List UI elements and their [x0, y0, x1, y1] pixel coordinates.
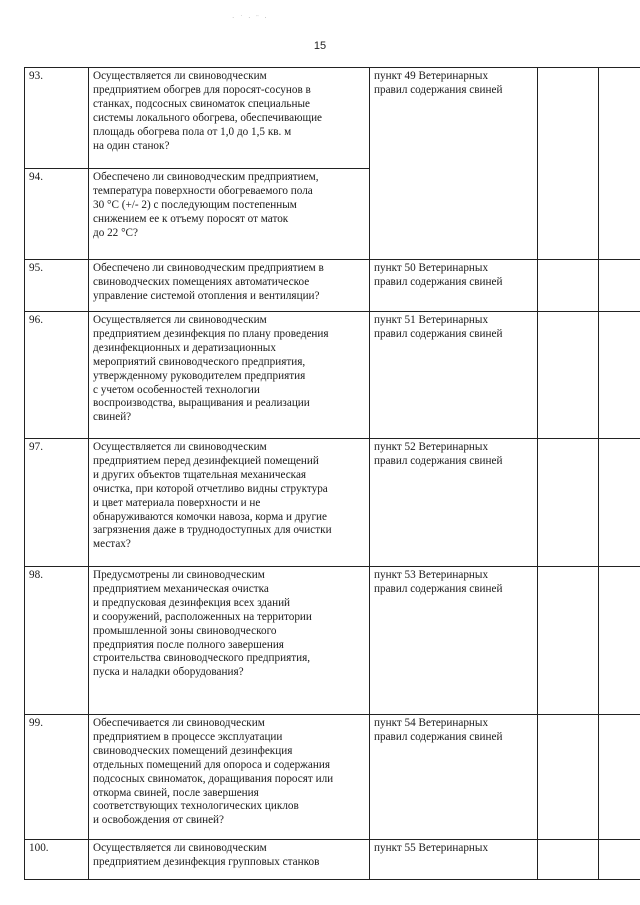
reference-text: пункт 55 Ветеринарных: [374, 842, 489, 854]
note-cell: [599, 312, 640, 439]
question-cell: [89, 840, 370, 880]
answer-cell: [538, 715, 599, 840]
reference-text: пункт 50 Ветеринарных правил содержания свиней: [374, 262, 503, 288]
note-cell: [599, 567, 640, 715]
reference-text: пункт 54 Ветеринарных правил содержания свиней: [374, 717, 503, 743]
reference-cell: [370, 260, 538, 312]
answer-cell: [538, 840, 599, 880]
reference-cell: [370, 840, 538, 880]
page-number: 15: [313, 40, 327, 52]
question-text: Осуществляется ли свиноводческим предприятием дезинфекция по плану проведения дезинфекционных и дератизационных мероприятий свиноводческого предприятия, утвержденному руководителем предприятия с учетом особенностей технологии воспроизводства, выращивания и реализации свиней?: [93, 314, 329, 424]
reference-text: пункт 53 Ветеринарных правил содержания свиней: [374, 569, 503, 595]
table-row: [25, 567, 640, 715]
reference-cell: [370, 439, 538, 567]
table-row: [25, 439, 640, 567]
row-number: 100.: [25, 840, 89, 880]
row-number: 93.: [25, 68, 89, 169]
reference-text: пункт 51 Ветеринарных правил содержания свиней: [374, 314, 503, 340]
question-text: Осуществляется ли свиноводческим предприятием перед дезинфекцией помещений и других объектов тщательная механическая очистка, при которой отчетливо видны структура и цвет материала поверхности и не обнаруживаются комочки навоза, корма и другие загрязнения даже в труднодоступных для очистки местах?: [93, 441, 332, 551]
note-cell: [599, 840, 640, 880]
question-text: Осуществляется ли свиноводческим предприятием обогрев для поросят-сосунов в станках, подсосных свиноматок специальные системы локального обогрева, обеспечивающие площадь обогрева пола от 1,0 до 1,5 кв. м на один станок?: [93, 70, 323, 152]
question-text: Обеспечено ли свиноводческим предприятием в свиноводческих помещениях автоматическое управление системой отопления и вентиляции?: [93, 262, 324, 302]
scan-artifact: · ˙ · ¨ ·: [232, 14, 269, 22]
answer-cell: [538, 260, 599, 312]
reference-cell: [370, 312, 538, 439]
answer-cell: [538, 68, 599, 260]
row-number: 99.: [25, 715, 89, 840]
question-cell: [89, 715, 370, 840]
question-text: Предусмотрены ли свиноводческим предприятием механическая очистка и предпусковая дезинфекция всех зданий и сооружений, расположенных на территории промышленной зоны свиноводческого предприятия после полного завершения строительства свиноводческого предприятия, пуска и наладки оборудования?: [93, 569, 312, 679]
answer-cell: [538, 439, 599, 567]
question-cell: [89, 439, 370, 567]
question-text: Обеспечивается ли свиноводческим предприятием в процессе эксплуатации свиноводческих помещений дезинфекция отдельных помещений для опороса и содержания подсосных свиноматок, доращивания поросят или откорма свиней, после завершения соответствующих технологических циклов и освобождения от свиней?: [93, 717, 334, 827]
question-text: Осуществляется ли свиноводческим предприятием дезинфекция групповых станков: [93, 842, 320, 868]
table-row: [25, 260, 640, 312]
checklist-table: [24, 67, 640, 880]
table-row: [25, 312, 640, 439]
answer-cell: [538, 567, 599, 715]
note-cell: [599, 439, 640, 567]
note-cell: [599, 260, 640, 312]
question-text: Обеспечено ли свиноводческим предприятием, температура поверхности обогреваемого пола 30 °С (+/- 2) с последующим постепенным снижением ее к отъему поросят от маток до 22 °С?: [93, 171, 319, 239]
question-cell: [89, 567, 370, 715]
answer-cell: [538, 312, 599, 439]
note-cell: [599, 68, 640, 260]
row-number: 97.: [25, 439, 89, 567]
question-cell: [89, 68, 370, 169]
row-number: 95.: [25, 260, 89, 312]
question-cell: [89, 260, 370, 312]
note-cell: [599, 715, 640, 840]
table-row: [25, 68, 640, 169]
table-row: [25, 715, 640, 840]
reference-text: пункт 49 Ветеринарных правил содержания свиней: [374, 70, 503, 96]
question-cell: [89, 312, 370, 439]
reference-cell: [370, 68, 538, 260]
question-cell: [89, 169, 370, 260]
row-number: 98.: [25, 567, 89, 715]
row-number: 94.: [25, 169, 89, 260]
reference-cell: [370, 715, 538, 840]
reference-text: пункт 52 Ветеринарных правил содержания свиней: [374, 441, 503, 467]
reference-cell: [370, 567, 538, 715]
row-number: 96.: [25, 312, 89, 439]
table-row: [25, 840, 640, 880]
